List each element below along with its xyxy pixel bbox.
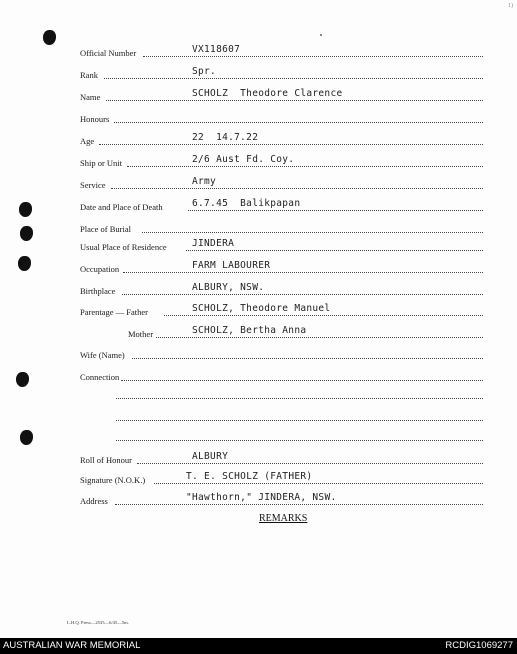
corner-mark: 1): [508, 3, 513, 9]
label: Birthplace: [80, 286, 116, 296]
value: ALBURY, NSW.: [192, 282, 265, 293]
leader-dots: [116, 420, 483, 421]
label: Place of Burial: [80, 224, 131, 234]
label: Ship or Unit: [80, 158, 123, 168]
leader-dots: [121, 380, 483, 381]
label: Roll of Honour: [80, 455, 132, 465]
field-wife: [0, 349, 517, 363]
label: Wife (Name): [80, 350, 125, 360]
leader-dots: [137, 463, 483, 464]
field-age: [0, 132, 517, 149]
label: Address: [80, 496, 108, 506]
field-connection: [0, 371, 517, 385]
leader-dots: [104, 78, 483, 79]
field-signature: [0, 471, 517, 488]
label: Mother: [128, 329, 154, 339]
field-occupation: [0, 260, 517, 277]
value: "Hawthorn," JINDERA, NSW.: [186, 492, 337, 503]
leader-dots: [99, 144, 483, 145]
label: Service: [80, 180, 106, 190]
leader-dots: [122, 294, 483, 295]
field-rank: [0, 66, 517, 83]
value: JINDERA: [192, 238, 235, 249]
field-father: [0, 303, 517, 320]
label: Parentage — Father: [80, 307, 148, 317]
field-usual-residence: [0, 238, 517, 255]
leader-dots: [106, 100, 483, 101]
field-birthplace: [0, 282, 517, 299]
connection-line-4: [0, 431, 517, 445]
label: Official Number: [80, 48, 137, 58]
label: Signature (N.O.K.): [80, 475, 146, 485]
label: Honours: [80, 114, 110, 124]
footer-record-id: RCDIG1069277: [445, 640, 513, 651]
field-address: [0, 492, 517, 509]
field-place-of-burial: [0, 223, 517, 237]
leader-dots: [116, 398, 483, 399]
leader-dots: [188, 210, 483, 211]
footer-institution: AUSTRALIAN WAR MEMORIAL: [3, 640, 141, 651]
label: Connection: [80, 372, 120, 382]
leader-dots: [115, 504, 483, 505]
field-roll-of-honour: [0, 451, 517, 468]
leader-dots: [154, 483, 483, 484]
value: 6.7.45 Balikpapan: [192, 198, 301, 209]
field-date-place-death: [0, 198, 517, 215]
label: Age: [80, 136, 95, 146]
value: FARM LABOURER: [192, 260, 271, 271]
leader-dots: [127, 166, 483, 167]
connection-line-2: [0, 389, 517, 403]
leader-dots: [114, 122, 483, 123]
label: Rank: [80, 70, 98, 80]
value: 2/6 Aust Fd. Coy.: [192, 154, 295, 165]
label: Name: [80, 92, 101, 102]
value: 22 14.7.22: [192, 132, 259, 143]
label: Occupation: [80, 264, 120, 274]
field-service: [0, 176, 517, 193]
archive-footer: [0, 638, 517, 654]
value: ALBURY: [192, 451, 229, 462]
connection-line-3: [0, 411, 517, 425]
value: VX118607: [192, 44, 241, 55]
leader-dots: [164, 315, 483, 316]
leader-dots: [123, 272, 483, 273]
printer-mark: L.H.Q. Press—2535—6/45—5m.: [67, 620, 129, 625]
leader-dots: [143, 56, 483, 57]
leader-dots: [186, 250, 483, 251]
value: SCHOLZ, Theodore Manuel: [192, 303, 331, 314]
field-honours: [0, 113, 517, 127]
leader-dots: [116, 440, 483, 441]
value: SCHOLZ Theodore Clarence: [192, 88, 343, 99]
leader-dots: [111, 188, 483, 189]
label: Date and Place of Death: [80, 202, 163, 212]
value: SCHOLZ, Bertha Anna: [192, 325, 307, 336]
leader-dots: [142, 232, 483, 233]
leader-dots: [132, 358, 483, 359]
field-mother: [0, 325, 517, 342]
field-name: [0, 88, 517, 105]
punch-hole-1: [43, 30, 56, 45]
label: Usual Place of Residence: [80, 242, 167, 252]
value: T. E. SCHOLZ (FATHER): [186, 471, 313, 482]
leader-dots: [156, 337, 483, 338]
remarks-heading: REMARKS: [259, 513, 308, 524]
value: Spr.: [192, 66, 217, 77]
field-official-number: [0, 44, 517, 61]
field-ship-or-unit: [0, 154, 517, 171]
ink-speck: [320, 34, 322, 36]
value: Army: [192, 176, 217, 187]
